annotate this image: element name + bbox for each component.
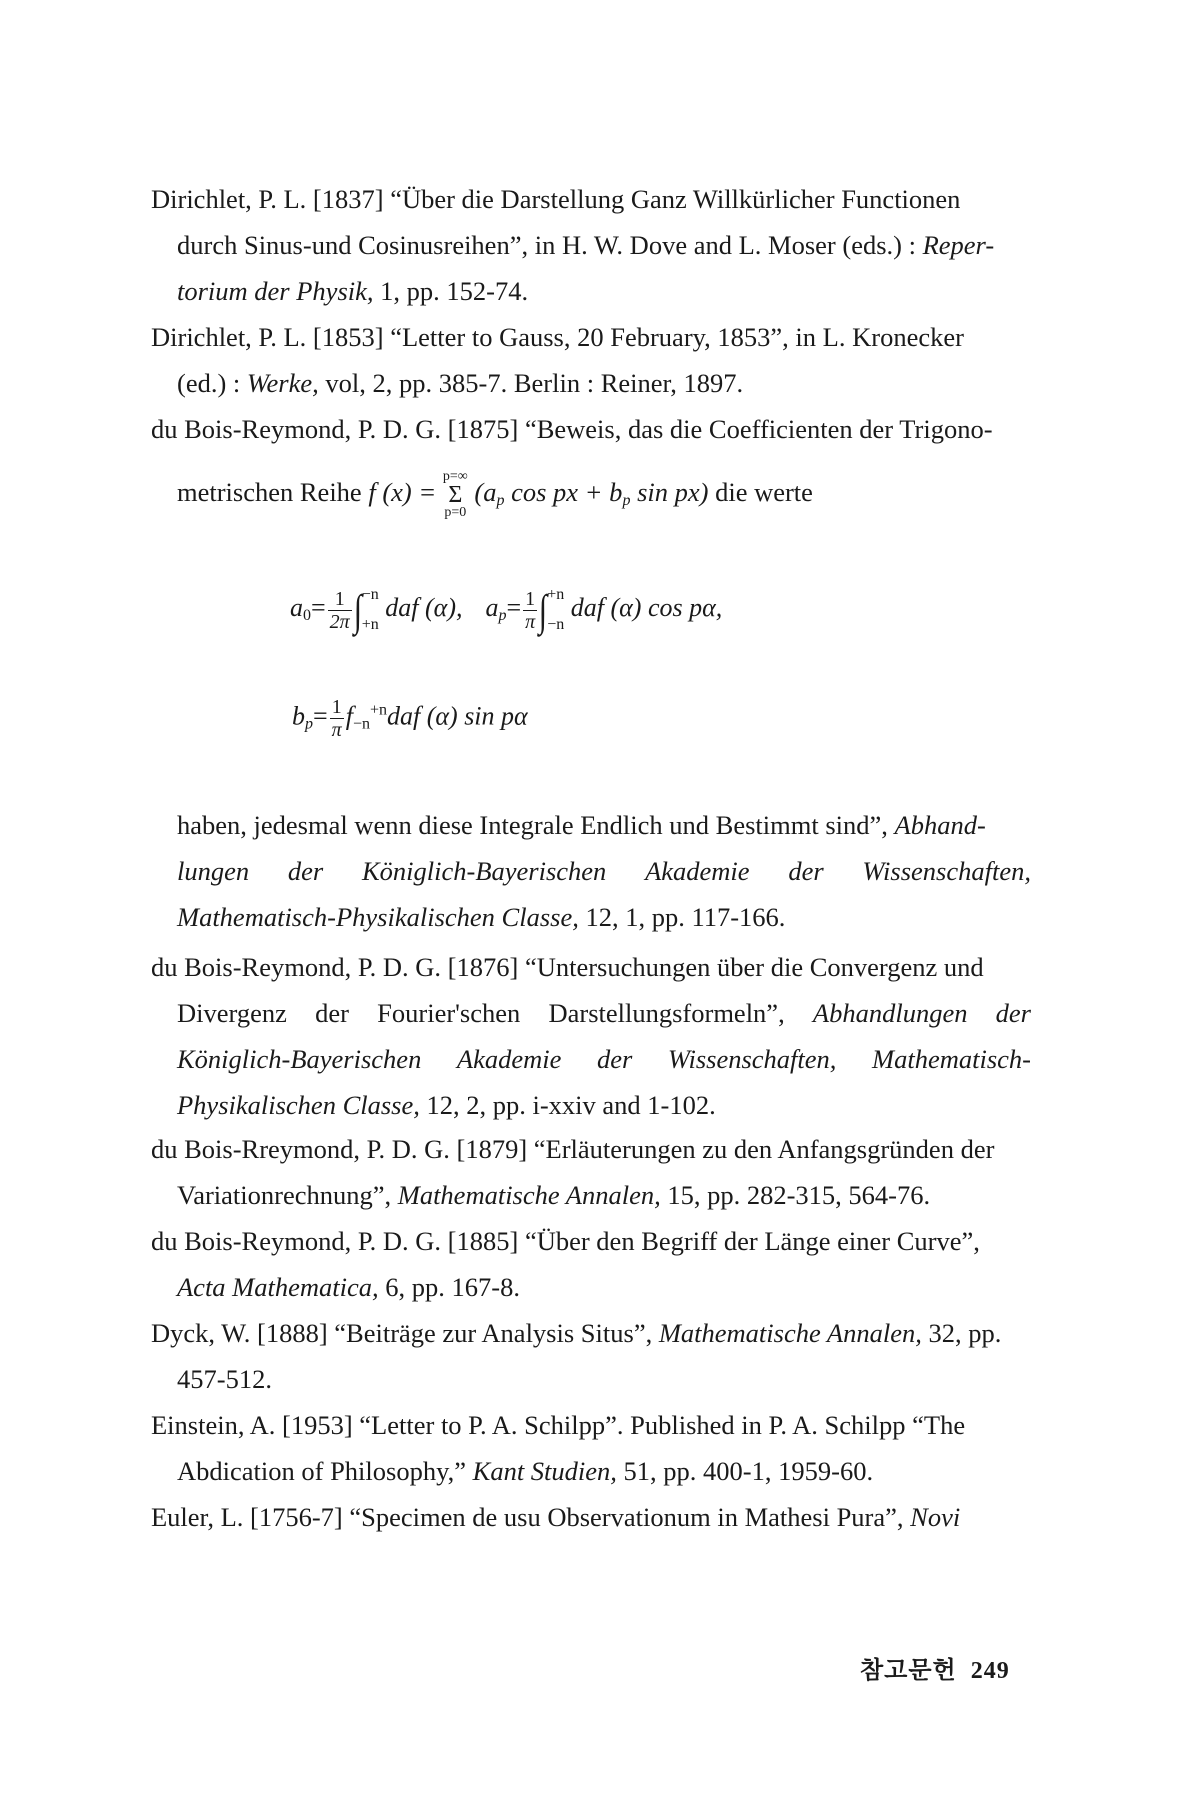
ref-word: Akademie bbox=[645, 856, 750, 886]
formula-body: (a bbox=[474, 477, 497, 508]
fraction bbox=[330, 696, 344, 741]
ref-text: Dyck, W. [1888] “Beiträge zur Analysis Situs”, bbox=[151, 1318, 659, 1348]
upper-limit: +n bbox=[547, 586, 565, 603]
ref-line bbox=[151, 1082, 1031, 1128]
ref-word: der bbox=[788, 856, 824, 886]
ref-line bbox=[151, 268, 1031, 314]
coefficient-formula-b bbox=[292, 696, 528, 741]
formula-body: daf (α), bbox=[385, 592, 463, 622]
integral-limits bbox=[362, 580, 379, 640]
ref-line: du Bois-Reymond, P. D. G. [1875] “Beweis, das die Coefficienten der Trigono- bbox=[151, 414, 993, 444]
formula-body: cos px + b bbox=[504, 477, 623, 508]
formula-body: sin px) bbox=[630, 477, 709, 508]
ref-line: Dirichlet, P. L. [1837] “Über die Darstellung Ganz Willkürlicher Functionen bbox=[151, 184, 961, 214]
ref-line: Dirichlet, P. L. [1853] “Letter to Gauss, 20 February, 1853”, in L. Kronecker bbox=[151, 322, 964, 352]
ref-journal: Abhand- bbox=[894, 810, 986, 840]
sum-upper-limit: p=∞ bbox=[442, 469, 468, 484]
ref-word: Wissenschaften, bbox=[862, 856, 1031, 886]
page-footer bbox=[860, 1650, 1010, 1685]
ref-line: du Bois-Reymond, P. D. G. [1885] “Über den Begriff der Länge einer Curve”, bbox=[151, 1226, 980, 1256]
ref-journal: Physikalischen Classe, bbox=[177, 1090, 420, 1120]
sum-lower-limit: p=0 bbox=[444, 505, 467, 520]
reference-du-bois-reymond-1879 bbox=[151, 1126, 1031, 1218]
formula-body: daf (α) cos pα, bbox=[570, 592, 723, 622]
lower-limit: −n bbox=[547, 616, 565, 633]
ref-text: Euler, L. [1756-7] “Specimen de usu Observationum in Mathesi Pura”, bbox=[151, 1502, 911, 1532]
reference-du-bois-reymond-1885 bbox=[151, 1218, 1031, 1310]
ref-word: Darstellungsformeln”, bbox=[548, 998, 785, 1028]
ref-word: Königlich-Bayerischen bbox=[361, 856, 607, 886]
subscript: p bbox=[496, 492, 505, 510]
ref-word: Mathematisch- bbox=[872, 1044, 1031, 1074]
summation-symbol bbox=[443, 470, 468, 520]
ref-line bbox=[151, 894, 1031, 940]
subscript: 0 bbox=[303, 606, 311, 624]
series-formula-line bbox=[177, 470, 813, 520]
integral-limits bbox=[547, 580, 564, 640]
integral-glyph: ∫ bbox=[353, 585, 362, 635]
denominator: π bbox=[525, 610, 536, 633]
ref-text: (ed.) : bbox=[177, 368, 247, 398]
ref-text: metrischen Reihe bbox=[177, 477, 369, 508]
ref-line: Einstein, A. [1953] “Letter to P. A. Schilpp”. Published in P. A. Schilpp “The bbox=[151, 1410, 966, 1440]
reference-einstein-1953 bbox=[151, 1402, 1031, 1494]
ref-line bbox=[151, 990, 1031, 1036]
ref-journal: Acta Mathematica, bbox=[177, 1272, 379, 1302]
ref-word: Wissenschaften, bbox=[667, 1044, 837, 1074]
ref-line: du Bois-Reymond, P. D. G. [1876] “Untersuchungen über die Convergenz und bbox=[151, 952, 984, 982]
ref-word: Fourier'schen bbox=[377, 998, 521, 1028]
ref-line bbox=[151, 848, 1031, 894]
formula-body: daf (α) sin pα bbox=[387, 701, 528, 731]
ref-text: die werte bbox=[708, 477, 813, 508]
equals-sign: = bbox=[311, 592, 326, 622]
fraction bbox=[523, 588, 537, 633]
ref-journal: Reper- bbox=[922, 230, 995, 260]
reference-du-bois-reymond-1876 bbox=[151, 944, 1031, 1128]
formula-lhs: f (x) = bbox=[368, 477, 443, 508]
ref-text: 15, pp. 282-315, 564-76. bbox=[660, 1180, 931, 1210]
reference-dyck-1888 bbox=[151, 1310, 1031, 1402]
subscript: −n bbox=[352, 715, 370, 733]
ref-line bbox=[151, 1494, 1031, 1540]
subscript: p bbox=[305, 715, 313, 733]
ref-journal: Werke, bbox=[246, 368, 319, 398]
ref-word: lungen bbox=[177, 856, 250, 886]
ref-text: 51, pp. 400-1, 1959-60. bbox=[616, 1456, 874, 1486]
ref-text: haben, jedesmal wenn diese Integrale Endlich und Bestimmt sind”, bbox=[177, 810, 895, 840]
lower-limit: +n bbox=[361, 616, 379, 633]
ref-word: der bbox=[596, 1044, 633, 1074]
numerator: 1 bbox=[330, 696, 344, 719]
reference-du-bois-reymond-1875-cont bbox=[151, 802, 1031, 940]
ref-journal: Kant Studien, bbox=[472, 1456, 617, 1486]
ref-text: 6, pp. 167-8. bbox=[378, 1272, 520, 1302]
ref-text: durch Sinus-und Cosinusreihen”, in H. W. Dove and L. Moser (eds.) : bbox=[177, 230, 923, 260]
denominator: 2π bbox=[329, 610, 350, 633]
sigma-glyph: Σ bbox=[448, 482, 463, 508]
fraction bbox=[328, 588, 352, 633]
formula-lhs: a bbox=[290, 592, 303, 622]
superscript: +n bbox=[369, 701, 387, 719]
ref-line bbox=[151, 360, 1031, 406]
ref-word: Divergenz bbox=[177, 998, 287, 1028]
reference-euler-1756 bbox=[151, 1494, 1031, 1540]
upper-limit: −n bbox=[361, 586, 379, 603]
numerator: 1 bbox=[523, 588, 537, 611]
reference-dirichlet-1853 bbox=[151, 314, 1031, 406]
reference-du-bois-reymond-1875 bbox=[151, 406, 1031, 452]
ref-line: 457-512. bbox=[177, 1364, 272, 1394]
integral-glyph: ∫ bbox=[538, 585, 548, 635]
ref-word: der bbox=[995, 998, 1031, 1028]
ref-word: Königlich-Bayerischen bbox=[177, 1044, 422, 1074]
ref-text: vol, 2, pp. 385-7. Berlin : Reiner, 1897. bbox=[318, 368, 744, 398]
integral-sign: f bbox=[345, 701, 353, 731]
ref-text: 12, 2, pp. i-xxiv and 1-102. bbox=[419, 1090, 716, 1120]
formula-lhs: a bbox=[485, 592, 499, 622]
ref-text: 32, pp. bbox=[921, 1318, 1002, 1348]
reference-dirichlet-1837 bbox=[151, 176, 1031, 314]
ref-word: Akademie bbox=[456, 1044, 562, 1074]
ref-word: der bbox=[287, 856, 324, 886]
section-title: 참고문헌 bbox=[860, 1656, 957, 1684]
coefficient-formula-a bbox=[290, 580, 722, 640]
ref-line bbox=[151, 1448, 1031, 1494]
ref-journal: Novi bbox=[910, 1502, 961, 1532]
ref-line bbox=[151, 802, 1031, 848]
denominator: π bbox=[331, 719, 342, 741]
equals-sign: = bbox=[506, 592, 522, 622]
formula-lhs: b bbox=[292, 701, 305, 731]
ref-word: Abhandlungen bbox=[812, 998, 968, 1028]
equals-sign: = bbox=[313, 701, 328, 731]
ref-journal: Mathematisch-Physikalischen Classe, bbox=[177, 902, 579, 932]
page-number: 249 bbox=[970, 1658, 1010, 1684]
ref-text: 1, pp. 152-74. bbox=[373, 276, 529, 306]
ref-line bbox=[151, 1310, 1031, 1356]
ref-line: du Bois-Rreymond, P. D. G. [1879] “Erläuterungen zu den Anfangsgründen der bbox=[151, 1134, 995, 1164]
ref-text: 12, 1, pp. 117-166. bbox=[578, 902, 786, 932]
ref-word: der bbox=[315, 998, 349, 1028]
subscript: p bbox=[622, 492, 631, 510]
ref-text: Variationrechnung”, bbox=[177, 1180, 398, 1210]
ref-line bbox=[151, 1172, 1031, 1218]
subscript: p bbox=[498, 606, 507, 624]
ref-line bbox=[151, 222, 1031, 268]
ref-journal: Mathematische Annalen, bbox=[658, 1318, 922, 1348]
ref-line bbox=[151, 1264, 1031, 1310]
ref-journal: Mathematische Annalen, bbox=[397, 1180, 661, 1210]
ref-journal: torium der Physik, bbox=[177, 276, 374, 306]
ref-line bbox=[151, 1036, 1031, 1082]
numerator: 1 bbox=[328, 588, 352, 611]
ref-text: Abdication of Philosophy,” bbox=[177, 1456, 473, 1486]
